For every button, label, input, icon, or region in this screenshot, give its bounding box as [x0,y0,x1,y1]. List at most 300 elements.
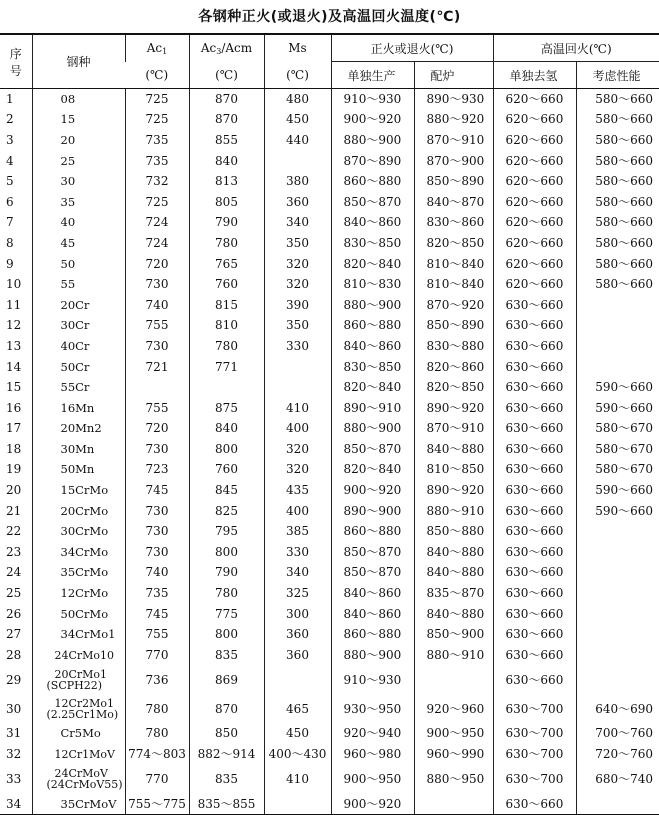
table-row [0,213,659,234]
cell-ac1: 725 [125,110,189,131]
cell-ac3: 760 [189,460,264,481]
cell-ac1: 770 [125,645,189,666]
cell-steel: 45 [32,233,125,254]
cell-ac3: 815 [189,295,264,316]
cell-normalize-single: 810～830 [331,274,414,295]
cell-normalize-single: 880～900 [331,130,414,151]
cell-no: 10 [6,277,22,292]
table-row [0,460,659,481]
cell-normalize-furnace: 850～880 [414,521,493,542]
cell-ms: 330 [264,542,331,563]
cell-normalize-single: 900～920 [331,110,414,131]
cell-ms [264,377,331,398]
cell-ac3: 875 [189,398,264,419]
cell-no: 3 [6,132,14,147]
table-row [0,357,659,378]
cell-temper-perf: 590～660 [576,398,659,419]
cell-steel: 15 [32,110,125,131]
cell-temper-single: 620～660 [493,274,576,295]
cell-ac1: 730 [125,542,189,563]
header-normalize-furnace: 配炉 [414,62,493,89]
cell-no: 26 [6,606,22,621]
cell-ac3: 850 [189,724,264,745]
cell-no: 19 [6,462,22,477]
cell-steel-line2: (24CrMoV55) [46,778,123,792]
header-no-line2: 号 [9,63,22,78]
cell-temper-single: 620～660 [493,233,576,254]
cell-steel [32,765,125,794]
cell-normalize-single: 860～880 [331,521,414,542]
table-row [0,377,659,398]
cell-normalize-single: 910～930 [331,89,414,110]
cell-ms [264,794,331,815]
cell-normalize-furnace: 870～910 [414,130,493,151]
cell-no: 4 [6,153,14,168]
cell-no: 17 [6,421,22,436]
table-row [0,501,659,522]
table-row [0,171,659,192]
cell-ac3: 825 [189,501,264,522]
table-row [0,419,659,440]
cell-normalize-single: 850～870 [331,192,414,213]
cell-ms: 320 [264,254,331,275]
table-row [0,744,659,765]
cell-normalize-furnace: 880～910 [414,645,493,666]
cell-ac1: 740 [125,295,189,316]
cell-temper-perf: 640～690 [576,695,659,724]
cell-ac1: 755～775 [125,794,189,815]
cell-temper-perf: 680～740 [576,765,659,794]
cell-no: 8 [6,235,14,250]
cell-temper-single: 620～660 [493,192,576,213]
cell-normalize-single: 930～950 [331,695,414,724]
cell-ms: 350 [264,316,331,337]
cell-ac1: 720 [125,419,189,440]
cell-ms: 380 [264,171,331,192]
table-row [0,521,659,542]
cell-temper-single: 630～660 [493,604,576,625]
cell-ac1: 724 [125,233,189,254]
cell-no: 31 [6,726,22,741]
cell-ac3: 780 [189,233,264,254]
cell-ac1: 745 [125,604,189,625]
cell-temper-perf: 580～660 [576,130,659,151]
cell-ms: 360 [264,624,331,645]
header-no [0,34,32,89]
cell-temper-perf: 590～660 [576,501,659,522]
cell-normalize-single: 880～900 [331,645,414,666]
cell-ac3: 780 [189,583,264,604]
cell-no: 2 [6,112,14,127]
cell-normalize-furnace: 880～910 [414,501,493,522]
cell-steel: 40Cr [32,336,125,357]
cell-ac1: 736 [125,666,189,695]
cell-normalize-furnace: 810～840 [414,274,493,295]
cell-steel: 16Mn [32,398,125,419]
cell-temper-perf [576,295,659,316]
cell-ac3: 835～855 [189,794,264,815]
cell-normalize-single: 850～870 [331,439,414,460]
steel-temperature-table [0,33,659,815]
cell-ac3: 869 [189,666,264,695]
cell-ac1: 723 [125,460,189,481]
cell-normalize-single: 860～880 [331,316,414,337]
table-row [0,233,659,254]
cell-temper-single: 630～660 [493,542,576,563]
cell-steel-line1: 24CrMoV [54,767,109,781]
cell-temper-single: 630～660 [493,357,576,378]
cell-no: 27 [6,627,22,642]
header-ac3-sub: 3 [216,46,222,56]
table-row [0,398,659,419]
cell-normalize-furnace: 840～880 [414,542,493,563]
cell-no: 6 [6,194,14,209]
cell-temper-single: 620～660 [493,130,576,151]
cell-ac1: 730 [125,521,189,542]
cell-ac3: 845 [189,480,264,501]
cell-ms: 390 [264,295,331,316]
cell-ms: 320 [264,460,331,481]
cell-normalize-single: 960～980 [331,744,414,765]
cell-normalize-single: 920～940 [331,724,414,745]
cell-temper-perf: 720～760 [576,744,659,765]
cell-no: 32 [6,747,22,762]
cell-ac3: 775 [189,604,264,625]
cell-temper-perf [576,336,659,357]
cell-ms: 440 [264,130,331,151]
cell-temper-single: 620～660 [493,171,576,192]
table-row [0,439,659,460]
cell-normalize-single: 900～920 [331,480,414,501]
cell-steel: 15CrMo [32,480,125,501]
cell-normalize-single: 830～850 [331,357,414,378]
cell-ms: 400 [264,501,331,522]
cell-temper-single: 630～660 [493,295,576,316]
cell-temper-single: 630～660 [493,794,576,815]
cell-steel: 30Mn [32,439,125,460]
cell-no: 1 [6,91,14,106]
cell-no: 22 [6,524,22,539]
cell-ms: 360 [264,645,331,666]
cell-normalize-furnace: 850～900 [414,624,493,645]
cell-ac1: 740 [125,563,189,584]
cell-no: 33 [6,771,22,786]
header-ms: Ms [264,34,331,62]
cell-temper-single: 630～660 [493,398,576,419]
cell-temper-perf [576,666,659,695]
cell-ac3: 835 [189,765,264,794]
cell-temper-perf: 580～660 [576,274,659,295]
table-body [0,89,659,815]
header-temper-single: 单独去氢 [493,62,576,89]
cell-ms: 435 [264,480,331,501]
cell-ac1: 730 [125,274,189,295]
cell-temper-single: 620～660 [493,254,576,275]
cell-steel: 12CrMo [32,583,125,604]
cell-normalize-single: 820～840 [331,254,414,275]
cell-no: 9 [6,256,14,271]
table-row [0,89,659,110]
cell-temper-single: 630～700 [493,765,576,794]
cell-steel [32,695,125,724]
cell-normalize-furnace: 840～870 [414,192,493,213]
cell-steel: 20Cr [32,295,125,316]
cell-normalize-furnace: 880～920 [414,110,493,131]
cell-normalize-single: 900～950 [331,765,414,794]
header-ms-unit: (℃) [264,62,331,89]
cell-steel: 30Cr [32,316,125,337]
cell-steel: 30 [32,171,125,192]
cell-ac1: 780 [125,695,189,724]
cell-ms: 465 [264,695,331,724]
cell-steel-line2: (SCPH22) [46,679,103,693]
cell-no: 12 [6,318,22,333]
cell-steel: Cr5Mo [32,724,125,745]
cell-no: 14 [6,359,22,374]
table-row [0,254,659,275]
cell-temper-single: 630～660 [493,583,576,604]
cell-ac3: 800 [189,439,264,460]
cell-no: 21 [6,503,22,518]
table-row [0,624,659,645]
cell-ac1: 724 [125,213,189,234]
header-temper-perf: 考虑性能 [576,62,659,89]
cell-ac1: 735 [125,130,189,151]
cell-normalize-single: 840～860 [331,583,414,604]
cell-no: 25 [6,586,22,601]
cell-temper-perf [576,563,659,584]
cell-normalize-furnace: 850～890 [414,171,493,192]
cell-ac1: 730 [125,336,189,357]
cell-ac3: 800 [189,624,264,645]
cell-steel: 55 [32,274,125,295]
cell-ac1: 721 [125,357,189,378]
cell-normalize-furnace: 850～890 [414,316,493,337]
cell-steel: 25 [32,151,125,172]
cell-normalize-furnace: 870～920 [414,295,493,316]
cell-normalize-single: 880～900 [331,295,414,316]
cell-normalize-single: 890～910 [331,398,414,419]
cell-no: 24 [6,565,22,580]
cell-temper-perf: 580～670 [576,439,659,460]
cell-ac3: 790 [189,213,264,234]
cell-ac3: 882～914 [189,744,264,765]
cell-normalize-furnace: 920～960 [414,695,493,724]
table-row [0,480,659,501]
cell-ac3: 840 [189,151,264,172]
cell-ac3: 870 [189,110,264,131]
header-ac3-label: Ac [200,40,217,55]
cell-temper-perf [576,357,659,378]
cell-ac3: 771 [189,357,264,378]
table-row [0,151,659,172]
cell-no: 16 [6,400,22,415]
cell-ms: 410 [264,398,331,419]
cell-temper-perf: 590～660 [576,480,659,501]
cell-normalize-single: 850～870 [331,542,414,563]
cell-ac1: 755 [125,398,189,419]
table-row [0,583,659,604]
cell-temper-perf: 700～760 [576,724,659,745]
cell-temper-perf: 590～660 [576,377,659,398]
cell-temper-single: 630～660 [493,439,576,460]
cell-steel: 34CrMo [32,542,125,563]
cell-ac3: 790 [189,563,264,584]
cell-steel: 20CrMo [32,501,125,522]
cell-ms: 400～430 [264,744,331,765]
cell-steel: 20 [32,130,125,151]
cell-steel: 55Cr [32,377,125,398]
cell-ac3: 765 [189,254,264,275]
cell-temper-single: 620～660 [493,110,576,131]
cell-temper-single: 620～660 [493,213,576,234]
cell-no: 29 [6,672,22,687]
cell-temper-perf [576,316,659,337]
cell-ac3: 870 [189,695,264,724]
header-steel: 钢种 [32,34,125,89]
cell-ms [264,151,331,172]
cell-normalize-furnace: 810～840 [414,254,493,275]
cell-normalize-single: 860～880 [331,171,414,192]
cell-normalize-furnace: 870～910 [414,419,493,440]
cell-temper-single: 620～660 [493,151,576,172]
table-row [0,110,659,131]
cell-no: 13 [6,338,22,353]
table-row [0,274,659,295]
cell-ac1 [125,377,189,398]
cell-normalize-furnace: 870～900 [414,151,493,172]
cell-temper-single: 630～660 [493,521,576,542]
cell-ac1: 732 [125,171,189,192]
cell-ac1: 774～803 [125,744,189,765]
cell-normalize-single: 910～930 [331,666,414,695]
header-ac1-unit: (℃) [125,62,189,89]
cell-ac1: 770 [125,765,189,794]
cell-normalize-furnace: 820～850 [414,233,493,254]
table-row [0,604,659,625]
cell-normalize-furnace: 890～920 [414,480,493,501]
cell-temper-perf [576,794,659,815]
cell-steel: 50 [32,254,125,275]
cell-normalize-single: 820～840 [331,460,414,481]
cell-ms: 350 [264,233,331,254]
cell-ac3: 800 [189,542,264,563]
cell-normalize-single: 860～880 [331,624,414,645]
cell-ac3: 855 [189,130,264,151]
cell-normalize-furnace: 890～920 [414,398,493,419]
cell-temper-single: 630～700 [493,744,576,765]
cell-ac1: 725 [125,192,189,213]
cell-temper-single: 630～660 [493,563,576,584]
cell-no: 5 [6,174,14,189]
cell-temper-single: 630～660 [493,316,576,337]
table-row [0,130,659,151]
cell-ac3: 840 [189,419,264,440]
cell-temper-single: 630～700 [493,724,576,745]
cell-temper-perf [576,624,659,645]
cell-ac3: 780 [189,336,264,357]
cell-normalize-furnace [414,794,493,815]
cell-steel: 12Cr1MoV [32,744,125,765]
cell-ac1: 745 [125,480,189,501]
cell-normalize-furnace: 820～850 [414,377,493,398]
cell-ac1: 755 [125,316,189,337]
cell-normalize-furnace: 830～860 [414,213,493,234]
cell-ms: 400 [264,419,331,440]
table-row [0,336,659,357]
cell-ac3 [189,377,264,398]
table-row [0,192,659,213]
cell-temper-single: 630～660 [493,624,576,645]
cell-steel-line1: 12Cr2Mo1 [54,697,115,711]
table-row [0,563,659,584]
cell-ac3: 835 [189,645,264,666]
cell-steel [32,666,125,695]
cell-temper-perf: 580～670 [576,419,659,440]
cell-ms: 450 [264,110,331,131]
cell-normalize-single: 870～890 [331,151,414,172]
cell-normalize-single: 900～920 [331,794,414,815]
cell-temper-single: 630～660 [493,460,576,481]
cell-no: 30 [6,701,22,716]
cell-normalize-single: 830～850 [331,233,414,254]
cell-temper-perf [576,604,659,625]
cell-ms: 340 [264,213,331,234]
cell-ac3: 870 [189,89,264,110]
cell-no: 11 [6,297,22,312]
cell-normalize-furnace: 880～950 [414,765,493,794]
cell-normalize-single: 840～860 [331,604,414,625]
header-temper-group: 高温回火(℃) [493,34,659,62]
cell-ms: 320 [264,274,331,295]
cell-ms: 450 [264,724,331,745]
cell-temper-perf [576,583,659,604]
cell-steel: 08 [32,89,125,110]
cell-normalize-single: 850～870 [331,563,414,584]
cell-temper-perf: 580～660 [576,89,659,110]
cell-temper-perf: 580～670 [576,460,659,481]
cell-normalize-furnace: 900～950 [414,724,493,745]
cell-no: 15 [6,380,22,395]
cell-temper-perf [576,521,659,542]
cell-temper-perf: 580～660 [576,171,659,192]
cell-ac1: 780 [125,724,189,745]
cell-ms [264,666,331,695]
header-normalize-group: 正火或退火(℃) [331,34,493,62]
cell-normalize-furnace: 960～990 [414,744,493,765]
cell-ms: 480 [264,89,331,110]
cell-no: 23 [6,544,22,559]
table-row [0,295,659,316]
table-title: 各钢种正火(或退火)及高温回火温度(℃) [198,9,461,25]
cell-normalize-single: 820～840 [331,377,414,398]
header-ac1 [125,34,189,62]
cell-temper-single: 630～660 [493,645,576,666]
cell-temper-perf: 580～660 [576,110,659,131]
cell-ms: 340 [264,563,331,584]
cell-temper-single: 630～660 [493,377,576,398]
cell-steel-line1: 20CrMo1 [54,668,108,682]
cell-ac3: 813 [189,171,264,192]
table-row [0,695,659,724]
cell-steel: 35CrMo [32,563,125,584]
table-row [0,542,659,563]
cell-ac1: 755 [125,624,189,645]
cell-ms: 325 [264,583,331,604]
table-row [0,724,659,745]
cell-ms: 320 [264,439,331,460]
cell-steel: 24CrMo10 [32,645,125,666]
